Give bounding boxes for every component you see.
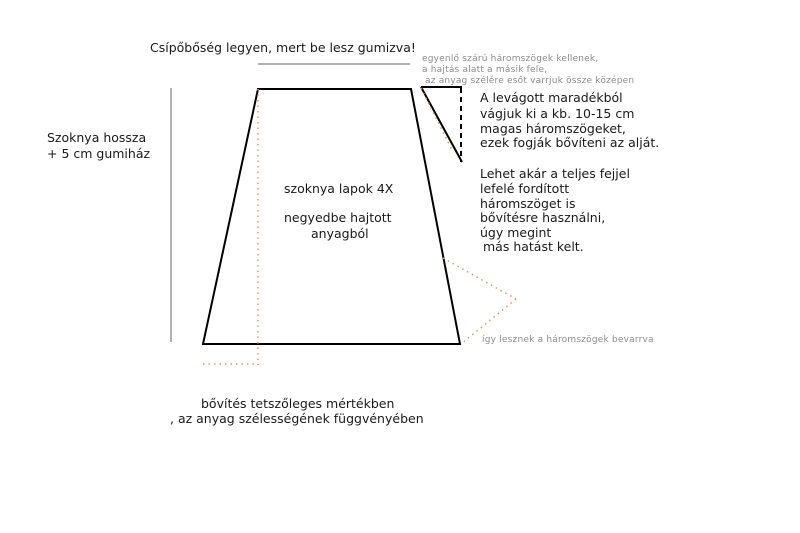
panels-label-line2: negyedbe hajtott bbox=[284, 210, 392, 225]
panels-label-line1: szoknya lapok 4X bbox=[284, 181, 394, 196]
length-label-line2: + 5 cm gumiház bbox=[47, 146, 151, 161]
inverted-note-line3: háromszöget is bbox=[480, 196, 576, 211]
inverted-note-line1: Lehet akár a teljes fejjel bbox=[480, 166, 630, 181]
inverted-note-line4: bővítésre használni, bbox=[480, 210, 606, 225]
inverted-note-line5: úgy megint bbox=[480, 225, 552, 240]
triangles-note-line1: A levágott maradékból bbox=[480, 90, 623, 105]
remnant-triangle bbox=[421, 87, 462, 162]
triangles-note-line2: vágjuk ki a kb. 10-15 cm bbox=[480, 106, 635, 121]
widening-label-line2: , az anyag szélességének függvényében bbox=[170, 411, 424, 426]
equal-triangles-note-line2: a hajtás alatt a másik fele, bbox=[422, 65, 548, 75]
sewn-in-triangle bbox=[443, 258, 516, 344]
triangles-note-line3: magas háromszögeket, bbox=[480, 121, 626, 136]
widening-label-line1: bővítés tetszőleges mértékben bbox=[201, 396, 395, 411]
hip-label: Csípőbőség legyen, mert be lesz gumizva! bbox=[150, 40, 416, 55]
sewn-in-note: így lesznek a háromszögek bevarrva bbox=[482, 335, 654, 345]
inverted-note-line2: lefelé fordított bbox=[480, 181, 570, 196]
inverted-note-line6: más hatást kelt. bbox=[483, 239, 584, 254]
equal-triangles-note-line1: egyenlő szárú háromszögek kellenek, bbox=[422, 54, 599, 64]
equal-triangles-note-line3: az anyag szélére esőt varrjuk össze középen bbox=[425, 76, 635, 86]
triangles-note-line4: ezek fogják bővíteni az alját. bbox=[480, 135, 660, 150]
length-label-line1: Szoknya hossza bbox=[47, 130, 147, 145]
panels-label-line3: anyagból bbox=[311, 226, 369, 241]
